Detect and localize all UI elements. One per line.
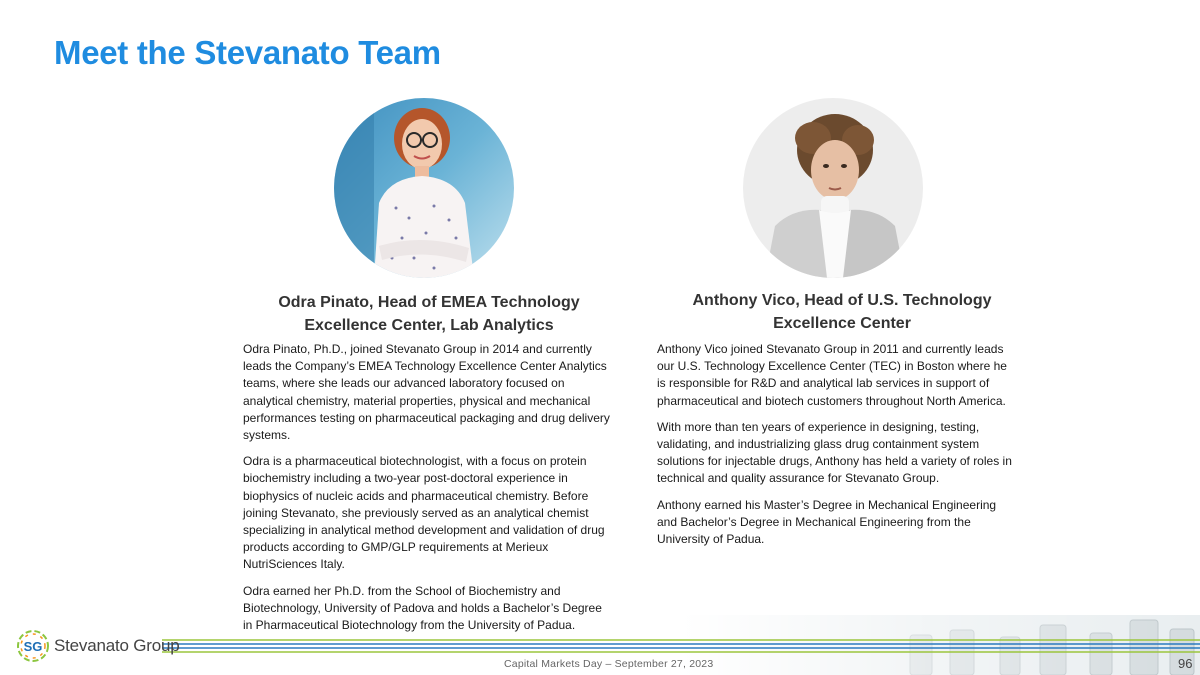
bio-paragraph: Odra is a pharmaceutical biotechnologist, with a focus on protein biochemistry including a two-year post-doctoral experience in biophysics of nucleic acids and pharmaceutical chemistry. Before joining Stevanato, she previously served as an analytical chemist specializing in analytical method development and validation of drug products according to GMP/GLP requirements at Merieux NutriSciences Italy. (243, 454, 605, 572)
person-bio (243, 341, 613, 643)
bio-paragraph: Odra Pinato, Ph.D., joined Stevanato Group in 2014 and currently leads the Company’s EMEA Technology Excellence Center Analytics teams, where she leads our advanced laboratory focused on analytical chemistry, material properties, physical and mechanical performances testing on pharmaceutical packaging and drug delivery systems. (243, 342, 610, 443)
bio-paragraph: With more than ten years of experience in designing, testing, validating, and industrializing glass drug containment system solutions for injectable drugs, Anthony has held a variety of roles in technical and quality assurance for Stevanato Group. (657, 419, 1012, 486)
footer-event-text: Capital Markets Day – September 27, 2023 (504, 658, 714, 670)
footer-divider-lines (162, 637, 1200, 655)
person-name-title: Anthony Vico, Head of U.S. Technology Excellence Center (692, 292, 992, 332)
bio-paragraph: Anthony earned his Master’s Degree in Mechanical Engineering and Bachelor’s Degree in Mechanical Engineering from the University of Padua. (657, 497, 997, 547)
person-photo-odra-pinato (334, 98, 514, 278)
man-portrait-icon (743, 98, 923, 278)
sg-logo-icon (16, 629, 50, 663)
woman-portrait-icon (334, 98, 514, 278)
bio-paragraph: Anthony Vico joined Stevanato Group in 2011 and currently leads our U.S. Technology Excellence Center (TEC) in Boston where he is responsible for R&D and analytical lab services in support of pharmaceutical and biotech customers throughout North America. (657, 342, 1007, 408)
company-logo (16, 628, 180, 664)
person-bio (657, 341, 1013, 557)
person-name-title: Odra Pinato, Head of EMEA Technology Excellence Center, Lab Analytics (278, 294, 580, 334)
bio-paragraph: Odra earned her Ph.D. from the School of Biochemistry and Biotechnology, University of Padova and holds a Bachelor’s Degree in Pharmaceutical Biotechnology from the University of Padua. (243, 583, 602, 633)
slide-title: Meet the Stevanato Team (54, 34, 441, 71)
page-number: 96 (1178, 656, 1193, 671)
logo-text: Stevanato Group (54, 636, 180, 655)
logo-mark-text: SG (23, 639, 43, 654)
person-photo-anthony-vico (743, 98, 923, 278)
